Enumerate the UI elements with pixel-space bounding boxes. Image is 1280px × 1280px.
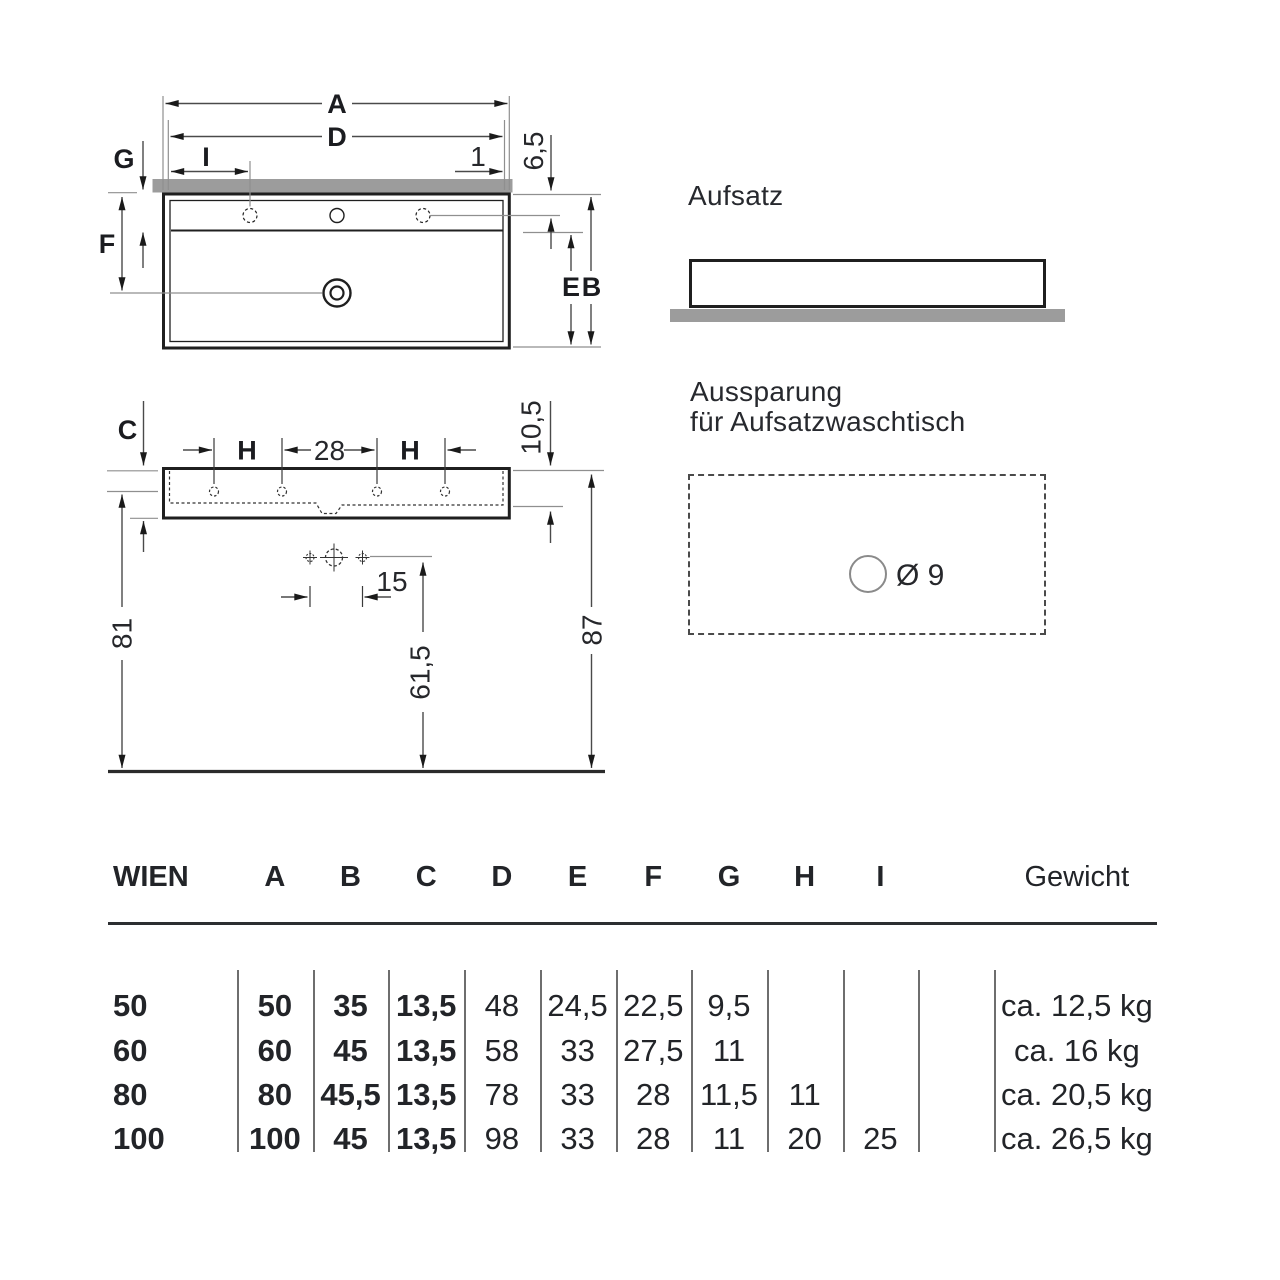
dim-h-right-label: H bbox=[400, 435, 420, 466]
dim-h-left-label: H bbox=[237, 435, 257, 466]
table-header-d: D bbox=[491, 860, 513, 893]
table-cell-b: 45,5 bbox=[320, 1076, 381, 1112]
table-header-b: B bbox=[340, 860, 361, 893]
table-cell-f: 28 bbox=[636, 1121, 671, 1157]
dim-i-label: I bbox=[202, 142, 210, 172]
dim-c-label: C bbox=[117, 415, 138, 445]
table-cell-g: 11 bbox=[712, 1032, 746, 1068]
table-header-f: F bbox=[644, 860, 663, 893]
table-cell-c: 13,5 bbox=[396, 988, 457, 1024]
table-header-wien: WIEN bbox=[113, 860, 189, 893]
table-header-g: G bbox=[717, 860, 741, 893]
table-cell-c: 13,5 bbox=[396, 1121, 457, 1157]
table-cell-weight: ca. 12,5 kg bbox=[1001, 988, 1153, 1024]
table-cell-h: 20 bbox=[787, 1121, 822, 1157]
table-cell-b: 35 bbox=[333, 988, 368, 1024]
dim-a-label: A bbox=[327, 89, 347, 119]
table-cell-c: 13,5 bbox=[396, 1032, 457, 1068]
table-cell-b: 45 bbox=[333, 1032, 368, 1068]
table-cell-weight: ca. 26,5 kg bbox=[1001, 1121, 1153, 1157]
dim-87-label: 87 bbox=[576, 614, 608, 646]
table-cell-h bbox=[767, 984, 843, 1028]
cutout-title bbox=[690, 377, 1110, 437]
countertop-strip bbox=[153, 179, 513, 193]
table-cell-b: 45 bbox=[333, 1121, 368, 1157]
dim-615-label: 61,5 bbox=[404, 645, 436, 700]
table-cell-i: 25 bbox=[863, 1121, 898, 1157]
table-header-i: I bbox=[876, 860, 885, 893]
dim-65-label: 6,5 bbox=[518, 131, 549, 171]
dim-d-label: D bbox=[327, 122, 347, 152]
dim-e-label: E bbox=[561, 272, 581, 302]
table-cell-a: 80 bbox=[257, 1076, 293, 1112]
table-cell-spacer bbox=[918, 1073, 994, 1117]
table-header-spacer bbox=[918, 862, 994, 892]
table-cell-e: 33 bbox=[560, 1032, 595, 1068]
table-cell-d: 78 bbox=[484, 1076, 520, 1112]
table-header-underline bbox=[108, 922, 1157, 925]
table-cell-i bbox=[843, 1073, 919, 1117]
table-header-a: A bbox=[264, 860, 286, 893]
basin-profile bbox=[164, 469, 510, 519]
table-cell-d: 98 bbox=[484, 1121, 520, 1157]
dim-28-label: 28 bbox=[313, 435, 346, 466]
table-header-c: C bbox=[415, 860, 437, 893]
table-cell-spacer bbox=[918, 1028, 994, 1072]
table-cell-weight: ca. 16 kg bbox=[1013, 1032, 1140, 1068]
table-cell-f: 28 bbox=[636, 1076, 671, 1112]
table-row-name: 100 bbox=[113, 1121, 165, 1157]
table-body bbox=[110, 984, 1160, 1162]
cutout-title-line2: für Aufsatzwaschtisch bbox=[690, 406, 966, 437]
table-row-name: 60 bbox=[113, 1032, 148, 1068]
table-header-e: E bbox=[567, 860, 588, 893]
drain-crosshairs bbox=[303, 544, 370, 572]
cutout-title-line1: Aussparung bbox=[690, 376, 843, 407]
aufsatz-basin-rect bbox=[689, 259, 1046, 308]
table-cell-f: 27,5 bbox=[623, 1032, 684, 1068]
dim-15-label: 15 bbox=[376, 566, 408, 597]
table-cell-spacer bbox=[918, 1117, 994, 1161]
table-cell-d: 48 bbox=[484, 988, 520, 1024]
table-cell-f: 22,5 bbox=[623, 988, 684, 1024]
dim-1-label: 1 bbox=[470, 141, 486, 172]
table-cell-e: 33 bbox=[560, 1121, 595, 1157]
cutout-hole-circle bbox=[849, 555, 887, 593]
basin-outline bbox=[164, 194, 510, 348]
table-cell-g: 9,5 bbox=[707, 988, 751, 1024]
table-cell-c: 13,5 bbox=[396, 1076, 457, 1112]
table-header-h: H bbox=[794, 860, 816, 893]
aufsatz-countertop-strip bbox=[670, 309, 1065, 322]
dim-81-label: 81 bbox=[106, 617, 138, 650]
table-cell-i bbox=[843, 1028, 919, 1072]
dim-105-label: 10,5 bbox=[515, 400, 547, 455]
table-cell-i bbox=[843, 984, 919, 1028]
dim-b-label: B bbox=[581, 272, 602, 302]
table-cell-d: 58 bbox=[484, 1032, 520, 1068]
table-row-name: 80 bbox=[113, 1076, 148, 1112]
table-row-name: 50 bbox=[113, 988, 148, 1024]
table-header-gewicht: Gewicht bbox=[1024, 860, 1130, 893]
table-cell-weight: ca. 20,5 kg bbox=[1001, 1076, 1153, 1112]
dimension-lines bbox=[122, 401, 592, 768]
table-cell-a: 50 bbox=[257, 988, 293, 1024]
dim-f-label: F bbox=[98, 229, 116, 259]
cutout-hole-diameter: Ø 9 bbox=[896, 559, 945, 592]
table-cell-h bbox=[767, 1028, 843, 1072]
front-view-drawing bbox=[90, 80, 620, 370]
table-cell-e: 24,5 bbox=[547, 988, 608, 1024]
side-view-drawing bbox=[90, 380, 620, 790]
dim-g-label: G bbox=[113, 144, 135, 174]
table-cell-h: 11 bbox=[788, 1076, 821, 1112]
table-cell-e: 33 bbox=[560, 1076, 595, 1112]
table-cell-a: 100 bbox=[248, 1121, 301, 1157]
table-cell-g: 11 bbox=[712, 1121, 746, 1157]
table-cell-g: 11,5 bbox=[699, 1076, 758, 1112]
table-cell-spacer bbox=[918, 984, 994, 1028]
table-header-row bbox=[110, 862, 1160, 892]
aufsatz-title: Aufsatz bbox=[688, 180, 784, 211]
table-cell-a: 60 bbox=[257, 1032, 293, 1068]
